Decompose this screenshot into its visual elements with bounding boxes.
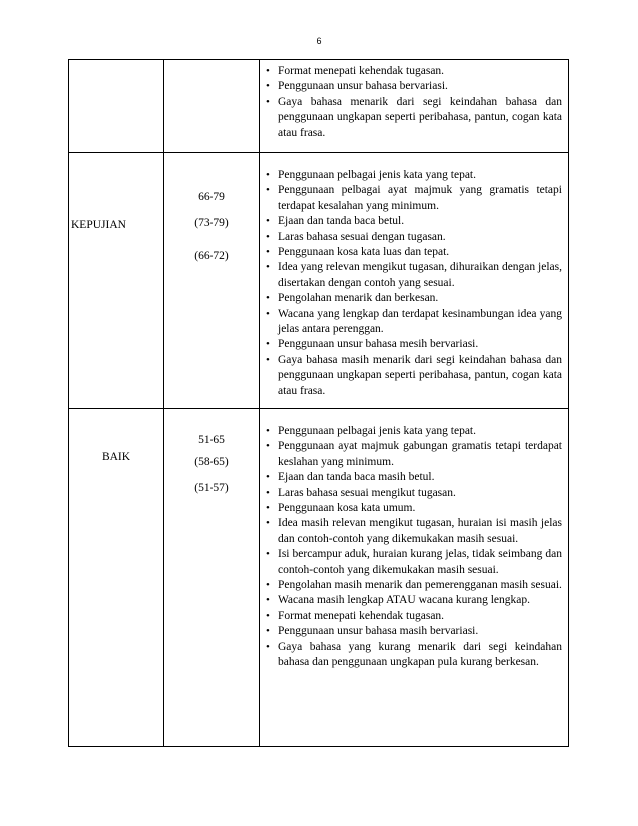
- score-range-lower: (66-72): [194, 250, 229, 262]
- list-item: • Gaya bahasa menarik dari segi keindahan bahasa dan penggunaan ungkapan seperti peribahasa, pantun, cogan kata atau frasa.: [262, 95, 562, 141]
- list-item: • Penggunaan unsur bahasa mesih bervariasi.: [262, 337, 562, 352]
- list-item: • Format menepati kehendak tugasan.: [262, 609, 562, 624]
- list-item: • Penggunaan pelbagai jenis kata yang tepat.: [262, 168, 562, 183]
- list-item: • Idea masih relevan mengikut tugasan, huraian isi masih jelas dan contoh-contoh yang dikemukakan masih sesuai.: [262, 516, 562, 547]
- table-row: [69, 153, 569, 409]
- criteria-cell: [260, 153, 569, 409]
- criteria-list: [260, 64, 568, 141]
- list-item: • Penggunaan pelbagai ayat majmuk yang gramatis tetapi terdapat kesalahan yang minimum.: [262, 183, 562, 214]
- list-item: • Pengolahan menarik dan berkesan.: [262, 291, 562, 306]
- grade-cell: [69, 409, 164, 747]
- list-item: • Ejaan dan tanda baca masih betul.: [262, 470, 562, 485]
- grade-label: BAIK: [101, 451, 131, 463]
- list-item: • Penggunaan unsur bahasa masih bervariasi.: [262, 624, 562, 639]
- list-item: • Isi bercampur aduk, huraian kurang jelas, tidak seimbang dan contoh-contoh yang dikemukakan masih sesuai.: [262, 547, 562, 578]
- list-item: • Penggunaan pelbagai jenis kata yang tepat.: [262, 424, 562, 439]
- score-range-upper: (73-79): [194, 217, 229, 229]
- list-item: • Idea yang relevan mengikut tugasan, dihuraikan dengan jelas, disertakan dengan contoh yang sesuai.: [262, 260, 562, 291]
- list-item: • Wacana masih lengkap ATAU wacana kurang lengkap.: [262, 593, 562, 608]
- criteria-cell: [260, 409, 569, 747]
- list-item: • Penggunaan kosa kata umum.: [262, 501, 562, 516]
- page-number: 6: [316, 36, 322, 46]
- list-item: • Format menepati kehendak tugasan.: [262, 64, 562, 79]
- grade-label: KEPUJIAN: [71, 219, 126, 231]
- table-row: [69, 60, 569, 153]
- list-item: • Laras bahasa sesuai mengikut tugasan.: [262, 486, 562, 501]
- list-item: • Pengolahan masih menarik dan pemerengganan masih sesuai.: [262, 578, 562, 593]
- grade-cell: [69, 153, 164, 409]
- list-item: • Wacana yang lengkap dan terdapat kesinambungan idea yang jelas antara perenggan.: [262, 307, 562, 338]
- list-item: • Ejaan dan tanda baca betul.: [262, 214, 562, 229]
- table-row: [69, 409, 569, 747]
- criteria-list: [260, 168, 568, 399]
- score-range-upper: (58-65): [194, 456, 229, 468]
- grade-cell: [69, 60, 164, 153]
- list-item: • Laras bahasa sesuai dengan tugasan.: [262, 230, 562, 245]
- list-item: • Gaya bahasa masih menarik dari segi keindahan bahasa dan penggunaan ungkapan seperti peribahasa, pantun, cogan kata atau frasa.: [262, 353, 562, 399]
- score-cell: [164, 153, 260, 409]
- criteria-cell: [260, 60, 569, 153]
- list-item: • Penggunaan kosa kata luas dan tepat.: [262, 245, 562, 260]
- criteria-list: [260, 424, 568, 671]
- score-range: 51-65: [198, 434, 225, 446]
- list-item: • Penggunaan ayat majmuk gabungan gramatis tetapi terdapat keslahan yang minimum.: [262, 439, 562, 470]
- list-item: • Gaya bahasa yang kurang menarik dari segi keindahan bahasa dan penggunaan ungkapan pula kurang berkesan.: [262, 640, 562, 671]
- rubric-table: [68, 59, 569, 747]
- score-cell: [164, 60, 260, 153]
- score-range-lower: (51-57): [194, 482, 229, 494]
- list-item: • Penggunaan unsur bahasa bervariasi.: [262, 79, 562, 94]
- score-cell: [164, 409, 260, 747]
- score-range: 66-79: [198, 191, 225, 203]
